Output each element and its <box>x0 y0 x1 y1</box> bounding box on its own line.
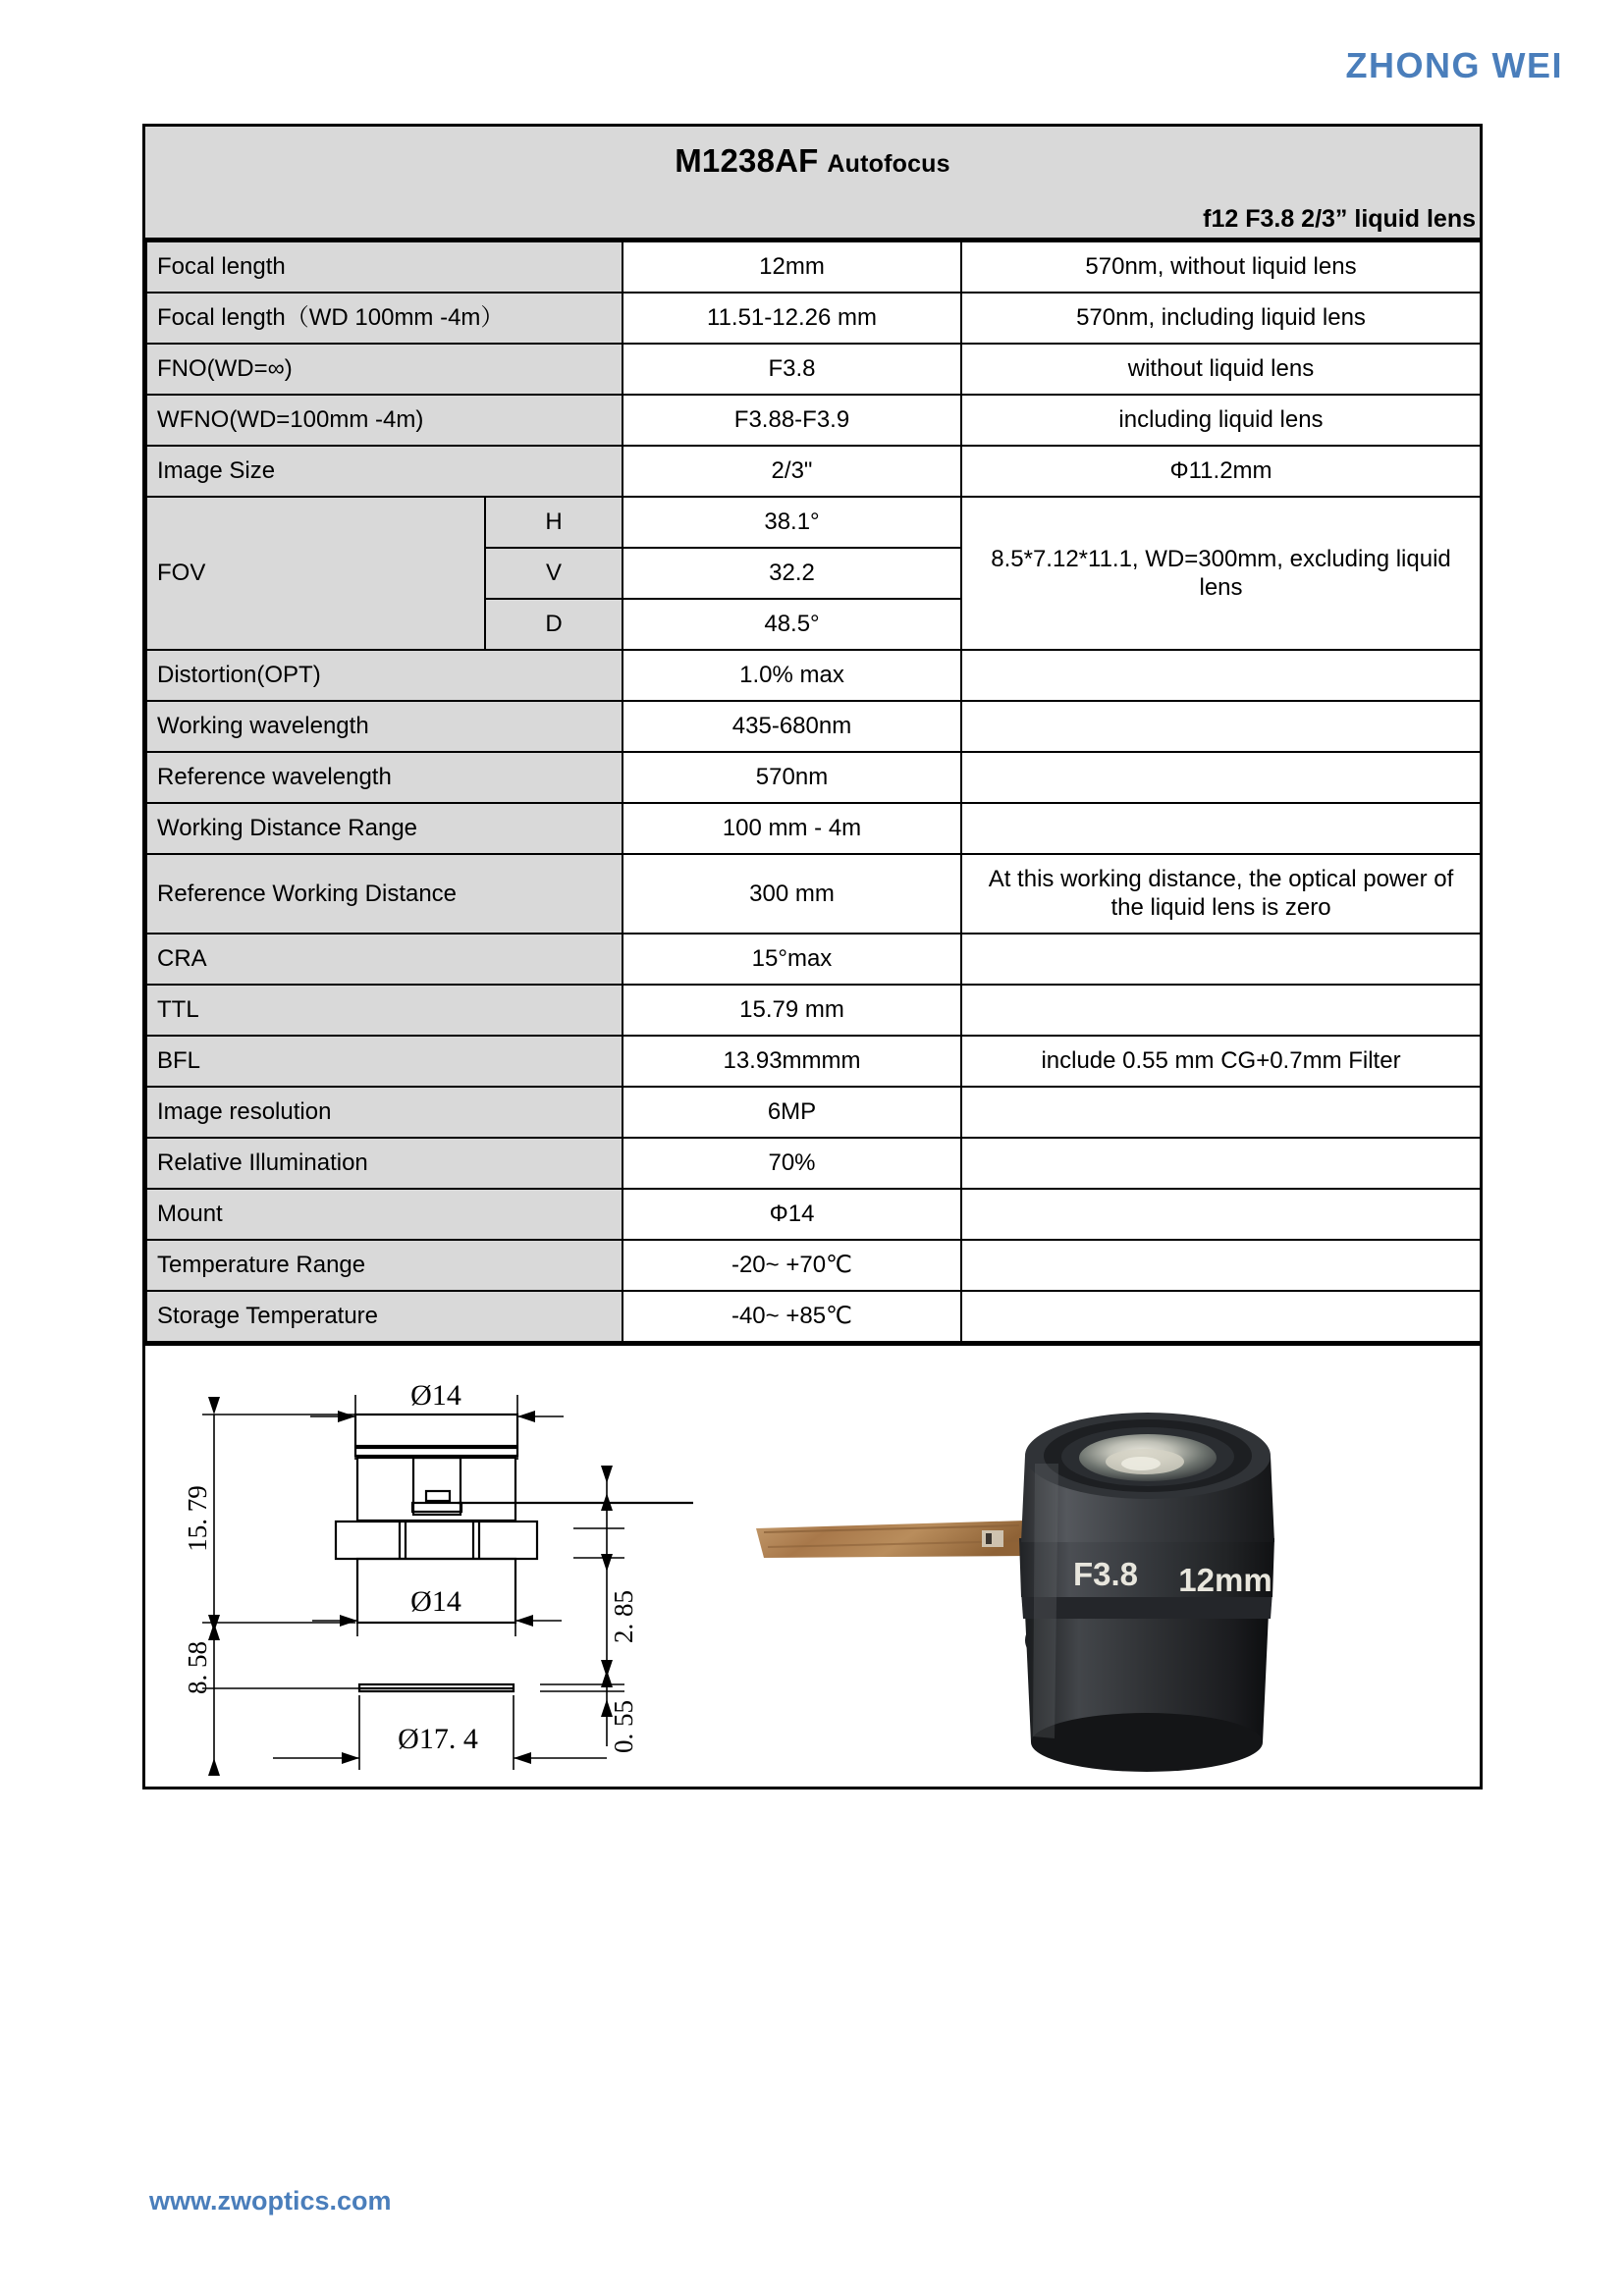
spec-note-fov: 8.5*7.12*11.1, WD=300mm, excluding liquid lens <box>961 497 1481 650</box>
table-row <box>146 803 1481 854</box>
datasheet-frame <box>142 124 1483 1789</box>
spec-label: Temperature Range <box>146 1240 623 1291</box>
spec-note <box>961 985 1481 1036</box>
spec-label: CRA <box>146 934 623 985</box>
product-feature: Autofocus <box>827 150 950 178</box>
footer-website-link[interactable]: www.zwoptics.com <box>149 2186 392 2216</box>
spec-label: Mount <box>146 1189 623 1240</box>
spec-value: 11.51-12.26 mm <box>623 293 961 344</box>
spec-label-fov: FOV <box>146 497 485 650</box>
flex-cable <box>756 1521 1029 1558</box>
spec-value: 13.93mmmm <box>623 1036 961 1087</box>
table-row <box>146 446 1481 497</box>
table-row <box>146 1291 1481 1342</box>
spec-label: Working Distance Range <box>146 803 623 854</box>
table-row <box>146 344 1481 395</box>
spec-value: 15°max <box>623 934 961 985</box>
table-row <box>146 1138 1481 1189</box>
table-row <box>146 1087 1481 1138</box>
table-row <box>146 934 1481 985</box>
spec-value: 300 mm <box>623 854 961 934</box>
spec-label: Focal length（WD 100mm -4m） <box>146 293 623 344</box>
spec-note <box>961 1138 1481 1189</box>
fov-axis: V <box>485 548 623 599</box>
spec-value: 100 mm - 4m <box>623 803 961 854</box>
fov-value: 32.2 <box>623 548 961 599</box>
spec-label: TTL <box>146 985 623 1036</box>
fov-value: 38.1° <box>623 497 961 548</box>
spec-note: without liquid lens <box>961 344 1481 395</box>
spec-label: Working wavelength <box>146 701 623 752</box>
spec-label: Distortion(OPT) <box>146 650 623 701</box>
drawing-panel <box>145 1343 1480 1787</box>
spec-note: include 0.55 mm CG+0.7mm Filter <box>961 1036 1481 1087</box>
spec-value: F3.88-F3.9 <box>623 395 961 446</box>
spec-value: F3.8 <box>623 344 961 395</box>
spec-note: Φ11.2mm <box>961 446 1481 497</box>
spec-value: -40~ +85℃ <box>623 1291 961 1342</box>
spec-value: 435-680nm <box>623 701 961 752</box>
dim-mid-diameter-label: Ø14 <box>410 1584 461 1618</box>
spec-label: Reference Working Distance <box>146 854 623 934</box>
spec-value: 12mm <box>623 241 961 293</box>
photo-marking-focal: 12mm <box>1178 1561 1272 1598</box>
table-row <box>146 1036 1481 1087</box>
spec-note <box>961 752 1481 803</box>
table-row <box>146 241 1481 293</box>
spec-note <box>961 1087 1481 1138</box>
spec-label: BFL <box>146 1036 623 1087</box>
table-row <box>146 752 1481 803</box>
spec-note <box>961 1240 1481 1291</box>
spec-label: Image Size <box>146 446 623 497</box>
spec-note <box>961 1291 1481 1342</box>
spec-note: At this working distance, the optical power of the liquid lens is zero <box>961 854 1481 934</box>
spec-label: FNO(WD=∞) <box>146 344 623 395</box>
spec-label: Focal length <box>146 241 623 293</box>
table-row <box>146 395 1481 446</box>
dim-right-upper-label: 2. 85 <box>609 1589 638 1643</box>
fov-axis: H <box>485 497 623 548</box>
spec-value: 570nm <box>623 752 961 803</box>
specification-table <box>145 240 1482 1343</box>
spec-value: 1.0% max <box>623 650 961 701</box>
spec-label: Relative Illumination <box>146 1138 623 1189</box>
dim-base-diameter-label: Ø17. 4 <box>398 1722 478 1755</box>
title-block <box>145 127 1480 240</box>
spec-note: including liquid lens <box>961 395 1481 446</box>
table-row <box>146 701 1481 752</box>
table-row <box>146 1189 1481 1240</box>
table-row <box>146 854 1481 934</box>
table-row <box>146 293 1481 344</box>
table-row <box>146 1240 1481 1291</box>
dim-lower-height-label: 8. 58 <box>183 1640 212 1694</box>
dim-top-diameter-label: Ø14 <box>410 1378 461 1412</box>
spec-note <box>961 650 1481 701</box>
product-title <box>153 144 1472 179</box>
company-logo: ZHONG WEI <box>1345 45 1563 85</box>
spec-value: Φ14 <box>623 1189 961 1240</box>
spec-value: 15.79 mm <box>623 985 961 1036</box>
spec-note <box>961 1189 1481 1240</box>
spec-note: 570nm, without liquid lens <box>961 241 1481 293</box>
spec-note <box>961 934 1481 985</box>
spec-label: WFNO(WD=100mm -4m) <box>146 395 623 446</box>
spec-value: -20~ +70℃ <box>623 1240 961 1291</box>
spec-note <box>961 803 1481 854</box>
spec-value: 6MP <box>623 1087 961 1138</box>
dim-right-lower-label: 0. 55 <box>609 1699 638 1753</box>
spec-value: 2/3" <box>623 446 961 497</box>
spec-label: Image resolution <box>146 1087 623 1138</box>
dim-total-height-label: 15. 79 <box>183 1484 212 1552</box>
fov-axis: D <box>485 599 623 650</box>
table-row <box>146 650 1481 701</box>
table-row <box>146 985 1481 1036</box>
spec-value: 70% <box>623 1138 961 1189</box>
product-model: M1238AF <box>675 142 819 179</box>
spec-note <box>961 701 1481 752</box>
spec-note: 570nm, including liquid lens <box>961 293 1481 344</box>
fov-value: 48.5° <box>623 599 961 650</box>
photo-marking-fno: F3.8 <box>1072 1555 1139 1592</box>
product-subtitle: f12 F3.8 2/3” liquid lens <box>1203 205 1476 233</box>
spec-label: Reference wavelength <box>146 752 623 803</box>
product-photo <box>734 1346 1480 1787</box>
table-row-fov-h <box>146 497 1481 548</box>
spec-label: Storage Temperature <box>146 1291 623 1342</box>
mechanical-drawing <box>163 1354 713 1781</box>
